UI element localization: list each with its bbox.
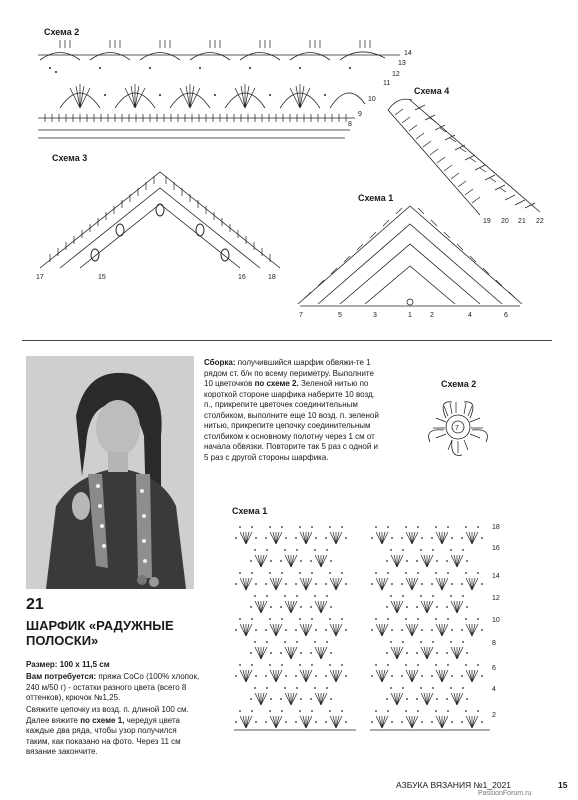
row-number: 8 (492, 640, 496, 647)
assembly-bold-1: по схеме 2. (254, 379, 299, 388)
row-number: 18 (268, 274, 276, 281)
watermark: PassionForum.ru (478, 790, 532, 797)
footer-magazine: АЗБУКА ВЯЗАНИЯ №1_2021 (396, 780, 512, 790)
article-title: ШАРФИК «РАДУЖНЫЕ ПОЛОСКИ» (26, 618, 174, 648)
row-number: 10 (492, 617, 500, 624)
row-number: 18 (492, 524, 500, 531)
row-number: 19 (483, 218, 491, 225)
assembly-text-1: получившийся шарфик обвяжи-те 1 рядом ст. б/н по всему периметру. Выполните 10 цветочков (204, 358, 374, 388)
row-number: 3 (373, 312, 377, 319)
row-number: 10 (368, 96, 376, 103)
instructions-bold: по схеме 1, (80, 715, 125, 725)
schema2-top-label: Схема 2 (44, 27, 80, 37)
schema1-bottom-label: Схема 1 (232, 506, 268, 516)
size-value: 100 х 11,5 см (57, 660, 110, 669)
materials-value: пряжа CoCo (100% хлопок, 240 м/50 г) - остатки разного цвета (всего 8 оттенков), крючок №1,25. (26, 672, 200, 702)
row-number: 1 (408, 312, 412, 319)
row-number: 14 (492, 573, 500, 580)
assembly-lead: Сборка: (204, 358, 236, 367)
row-number: 15 (98, 274, 106, 281)
materials-label: Вам потребуется: (26, 672, 97, 681)
row-number: 5 (338, 312, 342, 319)
schema1-top-label: Схема 1 (358, 193, 394, 203)
row-number: 2 (430, 312, 434, 319)
schema4-label: Схема 4 (414, 86, 450, 96)
row-number: 14 (404, 50, 412, 57)
row-number: 17 (36, 274, 44, 281)
article-number: 21 (26, 596, 44, 613)
row-number: 12 (492, 595, 500, 602)
row-number: 16 (238, 274, 246, 281)
row-number: 2 (492, 712, 496, 719)
row-number: 11 (383, 80, 391, 87)
page-number: 15 (558, 780, 568, 790)
assembly-text-2: Зеленой нитью по короткой стороне шарфика наберите 10 возд. п., прикрепите цветочек соединительным столбиком, выполните еще 10 возд. п. зеленой нитью, прикрепите цепочку соединительным столбиком к основному полотну через 1 см от начала обвязки. Повторите так 5 раз с одной и 5 раз с другой стороны шарфика. (204, 379, 379, 462)
row-number: 13 (398, 60, 406, 67)
row-number: 4 (468, 312, 472, 319)
flower-schema2-label: Схема 2 (441, 379, 477, 389)
instructions-text-2: чередуя цвета каждые два ряда, чтобы узор получился таким, как показано на фото. Через 11 см вязание закончите. (26, 715, 181, 756)
row-number: 7 (299, 312, 303, 319)
row-number: 12 (392, 71, 400, 78)
row-number: 21 (518, 218, 526, 225)
row-number: 4 (492, 686, 496, 693)
instructions-text-1: Свяжите цепочку из возд. п. длиной 100 см. Далее вяжите (26, 705, 189, 725)
svg-text:7: 7 (455, 425, 459, 432)
row-number: 22 (536, 218, 544, 225)
row-number: 16 (492, 545, 500, 552)
schema3-label: Схема 3 (52, 153, 88, 163)
size-label: Размер: (26, 660, 58, 669)
row-number: 8 (348, 121, 352, 128)
row-number: 6 (504, 312, 508, 319)
row-number: 9 (358, 111, 362, 118)
row-number: 20 (501, 218, 509, 225)
row-number: 6 (492, 665, 496, 672)
